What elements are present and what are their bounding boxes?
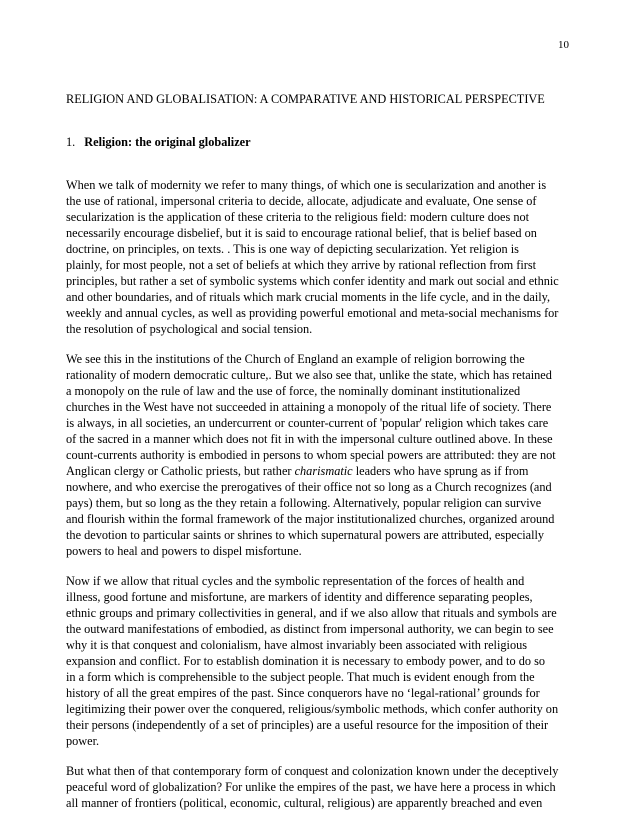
paragraph-3 — [66, 573, 576, 749]
line-text: leaders who have sprung as if from — [352, 464, 529, 478]
paragraph-line: a monopoly on the rule of law and the use of force, the nominally dominant institutionalized — [66, 384, 521, 398]
paragraph-line: of the sacred in a manner which does not fit in with the impersonal culture outlined above. In these — [66, 432, 553, 446]
paragraph-line: necessarily encourage disbelief, but it is said to encourage rational belief, that is belief based on — [66, 226, 537, 240]
paragraph-line: all manner of frontiers (political, economic, cultural, religious) are apparently breached and even — [66, 796, 543, 810]
paragraph-line: pays) them, but so long as the they retain a following. Alternatively, popular religion can survive — [66, 496, 542, 510]
paragraph-line: ethnic groups and primary collectivities in general, and if we also allow that rituals and symbols are — [66, 606, 557, 620]
paragraph-line: the outward manifestations of embodied, as distinct from impersonal authority, we can begin to see — [66, 622, 554, 636]
paragraph-line: illness, good fortune and misfortune, are markers of identity and difference separating peoples, — [66, 590, 533, 604]
paragraph-line: and flourish within the formal framework of the major institutionalized churches, organized around — [66, 512, 555, 526]
paragraph-line: nowhere, and who exercise the prerogatives of their office not so long as a Church recognizes (and — [66, 480, 552, 494]
paragraph-line: rationality of modern democratic culture,. But we also see that, unlike the state, which has retained — [66, 368, 552, 382]
paragraph-line: churches in the West have not succeeded in attaining a monopoly of the ritual life of society. There — [66, 400, 552, 414]
paragraph-line: is always, in all societies, an undercurrent or counter-current of 'popular' religion which takes care — [66, 416, 549, 430]
paragraph-line: We see this in the institutions of the Church of England an example of religion borrowing the — [66, 352, 525, 366]
paragraph-line: expansion and conflict. For to establish domination it is necessary to embody power, and to do so — [66, 654, 546, 668]
body-text — [66, 177, 576, 825]
paragraph-line: But what then of that contemporary form of conquest and colonization known under the deceptively — [66, 764, 559, 778]
paragraph-line: secularization is the application of these criteria to the religious field: modern culture does not — [66, 210, 530, 224]
paragraph-line: count-currents authority is embodied in persons to whom special powers are attributed: they are not — [66, 448, 556, 462]
paragraph-line: why it is that conquest and colonialism, have almost invariably been associated with religious — [66, 638, 528, 652]
paragraph-line: doctrine, on principles, on texts. . This is one way of depicting secularization. Yet religion is — [66, 242, 519, 256]
paragraph-1 — [66, 177, 576, 337]
document-title: RELIGION AND GLOBALISATION: A COMPARATIVE AND HISTORICAL PERSPECTIVE — [66, 92, 545, 106]
paragraph-line: plainly, for most people, not a set of beliefs at which they arrive by rational reflection from first — [66, 258, 537, 272]
section-heading-text: Religion: the original globalizer — [84, 135, 251, 149]
paragraph-line: weekly and annual cycles, as well as providing powerful emotional and meta-social mechanisms for — [66, 306, 559, 320]
paragraph-line-with-italic — [66, 463, 576, 479]
italic-word: charismatic — [294, 464, 353, 478]
paragraph-line: Now if we allow that ritual cycles and the symbolic representation of the forces of health and — [66, 574, 525, 588]
paragraph-2 — [66, 351, 576, 559]
paragraph-line: powers to heal and powers to dispel misfortune. — [66, 544, 302, 558]
paragraph-line: and other boundaries, and of rituals which mark crucial moments in the life cycle, and in the daily, — [66, 290, 551, 304]
paragraph-line: principles, but rather a set of symbolic systems which confer identity and mark out social and ethnic — [66, 274, 559, 288]
paragraph-line: history of all the great empires of the past. Since conquerors have no ‘legal-rational’ grounds for — [66, 686, 540, 700]
paragraph-line: their persons (independently of a set of principles) are a useful resource for the imposition of their — [66, 718, 549, 732]
paragraph-line: in a form which is comprehensible to the subject people. That much is evident enough from the — [66, 670, 535, 684]
paragraph-4 — [66, 763, 576, 811]
paragraph-line: peaceful word of globalization? For unlike the empires of the past, we have here a process in which — [66, 780, 556, 794]
paragraph-line: legitimizing their power over the conquered, religious/symbolic methods, which confer authority on — [66, 702, 559, 716]
line-text: Anglican clergy or Catholic priests, but rather — [66, 464, 295, 478]
paragraph-line: power. — [66, 734, 100, 748]
paragraph-line: the devotion to particular saints or shrines to which supernatural powers are attributed, especially — [66, 528, 545, 542]
paragraph-line: the resolution of psychological and social tension. — [66, 322, 313, 336]
paragraph-line: When we talk of modernity we refer to many things, of which one is secularization and another is — [66, 178, 547, 192]
section-number: 1. — [66, 135, 76, 149]
paragraph-line: the use of rational, impersonal criteria to decide, allocate, adjudicate and evaluate, One sense of — [66, 194, 537, 208]
page-number: 10 — [558, 39, 569, 51]
section-heading — [66, 134, 251, 150]
